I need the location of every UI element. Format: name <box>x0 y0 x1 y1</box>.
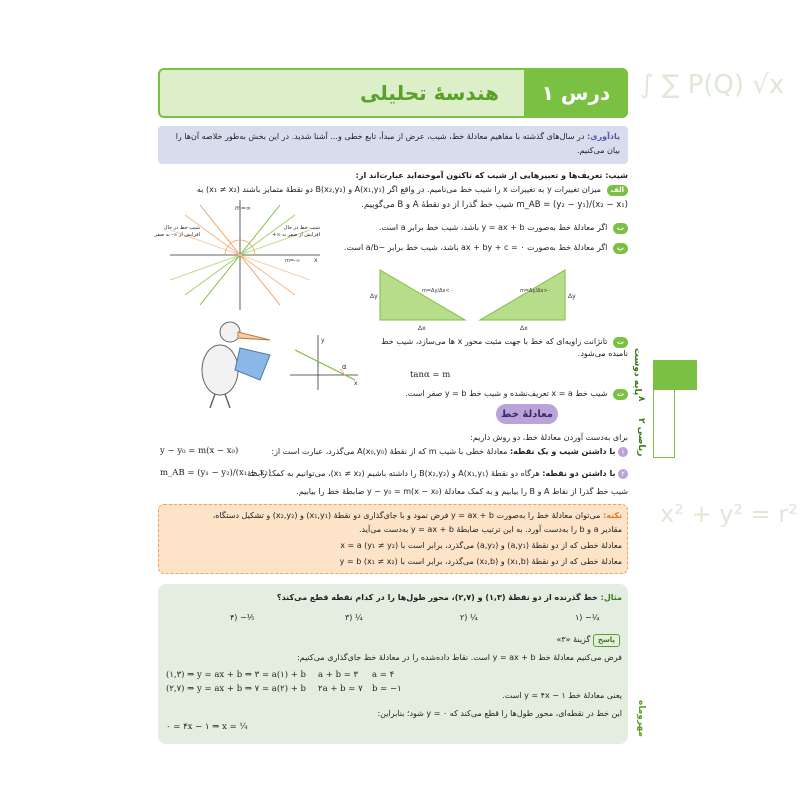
fig-label-m-inf: m=∞ <box>235 205 251 212</box>
example-question-text: خط گذرنده از دو نقطهٔ (۱,۳) و (۲,۷)، محور طول‌ها را در کدام نقطه قطع می‌کند؟ <box>276 593 598 602</box>
method2-label: با داشتن دو نقطه: <box>542 469 616 478</box>
pelican-cartoon <box>180 310 280 410</box>
tip-line4: معادلهٔ خطی که از دو نقطهٔ (x₁,b) و (x₂,b) می‌گذرد، برابر است با y = b (x₁ ≠ x₂) <box>339 557 622 566</box>
result-b: b = −۱ <box>372 684 402 694</box>
tan-formula: tanα = m <box>410 370 451 380</box>
recall-box <box>158 126 628 164</box>
recall-text: در سال‌های گذشته با مفاهیم معادلهٔ خط، شیب، عرض از مبدأ، تابع خطی و... آشنا شدید. در این بخش به‌طور خلاصه آن‌ها را بیان می‌کنیم. <box>175 132 620 155</box>
slope-alef <box>158 184 628 196</box>
pe-badge: پ <box>613 243 628 254</box>
tri1-dx: Δx <box>418 325 426 332</box>
side-tab-2: ۸ <box>636 396 646 402</box>
solution-line3: این خط در نقطه‌ای، محور طول‌ها را قطع می‌کند که y = ۰ شود؛ بنابراین: <box>377 709 622 718</box>
be-text: اگر معادلهٔ خط به‌صورت y = ax + b باشد، شیب خط برابر a است. <box>378 223 608 232</box>
answer-tag: پاسخ <box>593 634 620 647</box>
example-question <box>166 592 622 603</box>
line-eq-method2 <box>245 468 628 479</box>
line-eq-method1 <box>250 446 628 457</box>
method2-text: هرگاه دو نقطهٔ (A(x₁,y₁ و (B(x₂,y₂ را داشته باشیم (x₁ ≠ x₂)، می‌توانیم به کمک رابطهٔ <box>247 469 540 478</box>
option-4: ۴) −⅕ <box>230 613 255 622</box>
example-tag: مثال: <box>600 593 622 602</box>
angle-y: y <box>321 337 325 344</box>
tip-text-1: می‌توان معادلهٔ خط را به‌صورت y = ax + b فرض نمود و با جای‌گذاری دو نقطهٔ (x₁,y₁) و (x₂,y₂) و تشکیل دستگاه، <box>212 511 601 520</box>
background-doodles-2: x² + y² = r² <box>660 500 798 528</box>
angle-figure <box>290 335 360 390</box>
option-3: ۳) ¼ <box>345 613 363 622</box>
solution-line2: یعنی معادلهٔ خط y = ۴x − ۱ است. <box>502 691 622 700</box>
method2-formula: m_AB = (y₁ − y₂)/(x₁ − x₂) <box>160 468 272 478</box>
method1-label: با داشتن شیب و یک نقطه: <box>509 447 616 456</box>
slope-alef-formula: m_AB = (y₂ − y₁)/(x₂ − x₁) شیب خط گذرا از دو نقطهٔ A و B می‌گوییم. <box>361 200 628 210</box>
se-text: شیب خط x = a تعریف‌نشده و شیب خط y = b صفر است. <box>405 389 608 398</box>
system-line4: ۲a + b = ۷ <box>318 684 363 694</box>
tri2-dx: Δx <box>520 325 528 332</box>
angle-x: x <box>354 380 358 387</box>
slope-pe <box>330 242 628 254</box>
side-tab-green <box>653 360 697 390</box>
lesson-title: هندسهٔ تحلیلی <box>360 81 499 105</box>
se-badge: ث <box>613 389 628 400</box>
pe-text: اگر معادلهٔ خط به‌صورت ax + by + c = ۰ باشد، شیب خط برابر −a/b است. <box>343 243 608 252</box>
option-2: ۲) ¼ <box>460 613 478 622</box>
slope-intro: شیب: تعریف‌ها و تعبیرهایی از شیب که تاکنون آموخته‌اید عبارت‌اند از: <box>355 171 628 180</box>
slope-triangles-figure <box>370 260 580 335</box>
slope-be <box>330 222 628 234</box>
method2-badge: ۲ <box>618 469 628 479</box>
slope-lines-figure <box>170 200 320 310</box>
fig-label-m-minus: m=-∞ <box>285 258 301 264</box>
system-line3: a + b = ۳ <box>318 670 359 680</box>
recall-tag: یادآوری: <box>587 132 620 141</box>
method1-badge: ۱ <box>618 447 628 457</box>
tri2-dy: Δy <box>568 293 576 300</box>
example-box <box>158 584 628 744</box>
background-doodles: ∫ ∑ P(Q) √x <box>640 70 785 100</box>
angle-alpha: α <box>342 363 347 371</box>
method1-text: معادلهٔ خطی با شیب m که از نقطهٔ (A(x₀,y₀ می‌گذرد، عبارت است از: <box>271 447 508 456</box>
method1-formula: y − y₀ = m(x − x₀) <box>160 446 239 456</box>
answer-line <box>470 634 620 647</box>
fig-label-increasing: شیب خط در حال افزایش از صفر به ∞+ <box>272 225 320 238</box>
method2-tail: شیب خط گذرا از نقاط A و B را بیابیم و به کمک معادلهٔ y − y₀ = m(x − x₀) ضابطهٔ خط را بیابیم. <box>296 487 628 496</box>
fig-label-decreasing: شیب خط در حال افزایش از ∞- به صفر <box>154 225 200 238</box>
system-line2: (۲,۷) ⇒ y = ax + b ⇒ ۷ = a(۲) + b <box>166 684 306 694</box>
tip-tag: نکته: <box>603 511 622 520</box>
fig-label-x: x <box>314 257 318 264</box>
te-text: تانژانت زاویه‌ای که خط با جهت مثبت محور x ها می‌سازد، شیب خط نامیده می‌شود. <box>381 337 628 358</box>
lesson-number: درس ۱ <box>524 68 628 118</box>
tri1-dy: Δy <box>370 293 378 300</box>
tip-line2: مقادیر a و b را به‌دست آورد. به این ترتیب ضابطهٔ y = ax + b به‌دست می‌آید. <box>359 525 622 534</box>
answer-text: گزینهٔ «۳» <box>556 635 591 644</box>
tri-label-negative: m=Δy/Δx<۰ <box>422 288 453 294</box>
option-1: ۱) −¼ <box>575 613 600 622</box>
line-eq-intro: برای به‌دست آوردن معادلهٔ خط، دو روش داریم: <box>470 433 628 442</box>
alef-text: میزان تغییرات y به تغییرات x را شیب خط می‌نامیم. در واقع اگر (A(x₁,y₁ و (B(x₂,y₂ دو نقطهٔ متمایز باشند (x₁ ≠ x₂) به <box>196 185 602 194</box>
publisher-logo: مهروماه <box>636 700 646 737</box>
side-tab-3: ریاضی ۲ <box>636 418 646 457</box>
te-badge: ت <box>613 337 628 348</box>
alef-badge: الف <box>607 185 628 196</box>
be-badge: ب <box>613 223 628 234</box>
tip-line3: معادلهٔ خطی که از دو نقطهٔ (a,y₁) و (a,y₂) می‌گذرد، برابر است با x = a (y₁ ≠ y₂) <box>340 541 622 550</box>
tip-line1 <box>166 510 622 521</box>
final-result: ۰ = ۴x − ۱ ⇒ x = ¼ <box>166 722 248 732</box>
tri-label-positive: m=Δy/Δx>۰ <box>520 288 551 294</box>
line-eq-heading: معادلهٔ خط <box>496 404 558 424</box>
result-a: a = ۴ <box>372 670 395 680</box>
slope-se <box>370 388 628 400</box>
slope-te <box>370 336 628 359</box>
solution-line1: فرض می‌کنیم معادلهٔ خط y = ax + b است. نقاط داده‌شده را در معادلهٔ خط جای‌گذاری می‌کنیم: <box>297 653 622 662</box>
side-tab-1: پایه دوست <box>632 348 642 396</box>
system-line1: (۱,۳) ⇒ y = ax + b ⇒ ۳ = a(۱) + b <box>166 670 306 680</box>
